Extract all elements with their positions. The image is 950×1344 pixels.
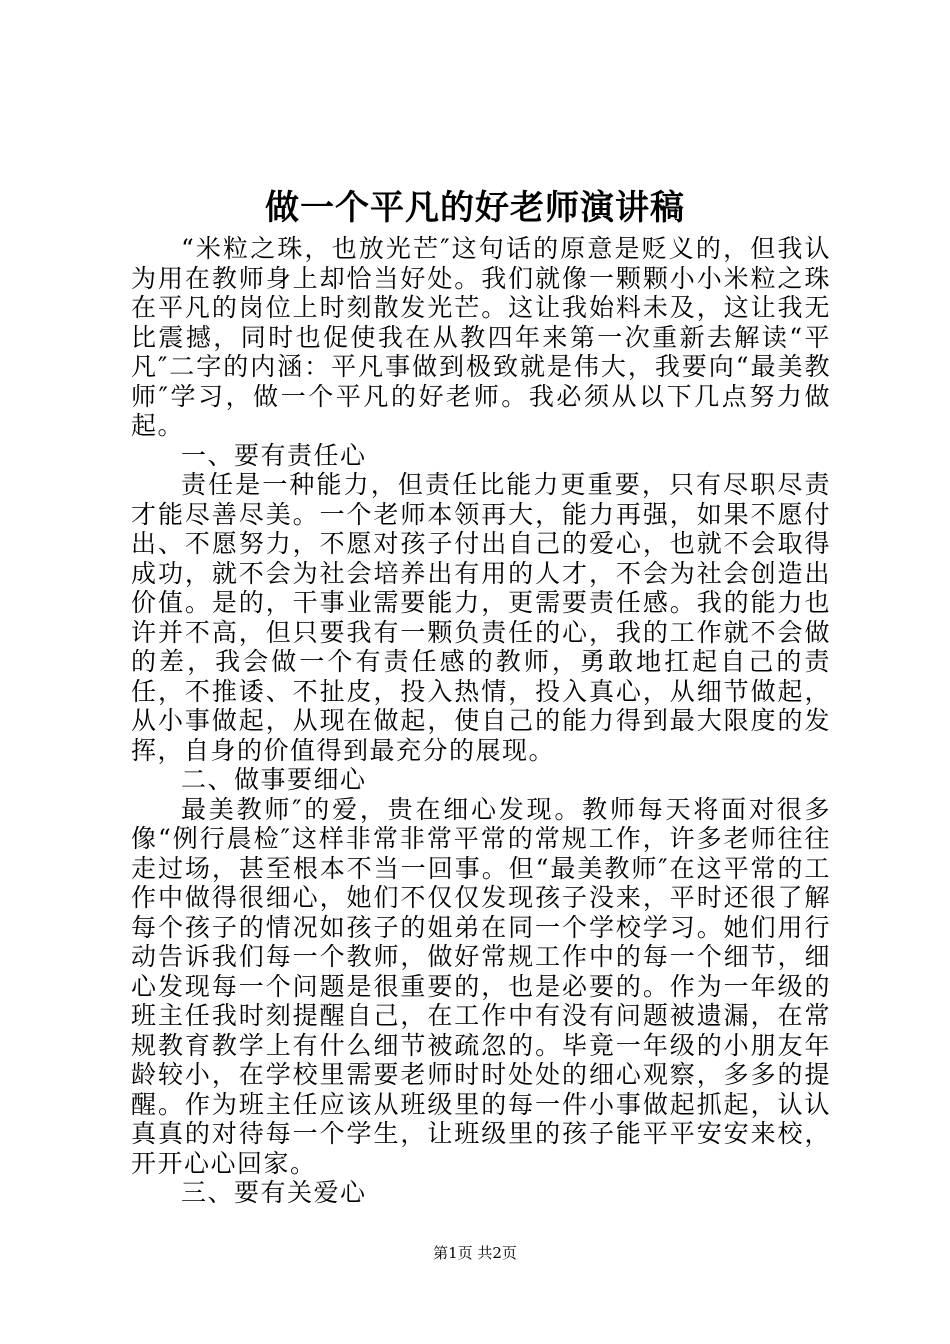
page-number-footer: 第1页 共2页 bbox=[433, 1244, 517, 1262]
paragraph-responsibility: 责任是一种能力，但责任比能力更重要，只有尽职尽责才能尽善尽美。一个老师本领再大，能力再强，如果不愿付出、不愿努力，不愿对孩子付出自己的爱心，也就不会取得成功，就不会为社会培养出有用的人才，不会为社会创造出价值。是的，干事业需要能力，更需要责任感。我的能力也许并不高，但只要我有一颗负责任的心，我的工作就不会做的差，我会做一个有责任感的教师，勇敢地扛起自己的责任，不推诿、不扯皮，投入热情，投入真心，从细节做起，从小事做起，从现在做起，使自己的能力得到最大限度的发挥，自身的价值得到最充分的展现。 bbox=[131, 470, 831, 765]
document-title: 做一个平凡的好老师演讲稿 bbox=[265, 188, 685, 228]
document-body bbox=[131, 234, 831, 1208]
paragraph-intro: “米粒之珠，也放光芒″这句话的原意是贬义的，但我认为用在教师身上却恰当好处。我们就像一颗颗小小米粒之珠在平凡的岗位上时刻散发光芒。这让我始料未及，这让我无比震撼，同时也促使我在从教四年来第一次重新去解读“平凡″二字的内涵：平凡事做到极致就是伟大，我要向“最美教师″学习，做一个平凡的好老师。我必须从以下几点努力做起。 bbox=[131, 234, 831, 440]
section-heading-caring: 三、要有关爱心 bbox=[181, 1178, 367, 1207]
paragraph-carefulness: 最美教师″的爱，贵在细心发现。教师每天将面对很多像“例行晨检″这样非常非常平常的常规工作，许多老师往往走过场，甚至根本不当一回事。但“最美教师″在这平常的工作中做得很细心，她们不仅仅发现孩子没来，平时还很了解每个孩子的情况如孩子的姐弟在同一个学校学习。她们用行动告诉我们每一个教师，做好常规工作中的每一个细节，细心发现每一个问题是很重要的，也是必要的。作为一年级的班主任我时刻提醒自己，在工作中有没有问题被遗漏，在常规教育教学上有什么细节被疏忽的。毕竟一年级的小朋友年龄较小，在学校里需要老师时时处处的细心观察，多多的提醒。作为班主任应该从班级里的每一件小事做起抓起，认认真真的对待每一个学生，让班级里的孩子能平平安安来校，开开心心回家。 bbox=[131, 794, 831, 1178]
section-heading-carefulness: 二、做事要细心 bbox=[181, 765, 367, 794]
section-heading-responsibility: 一、要有责任心 bbox=[181, 440, 367, 470]
